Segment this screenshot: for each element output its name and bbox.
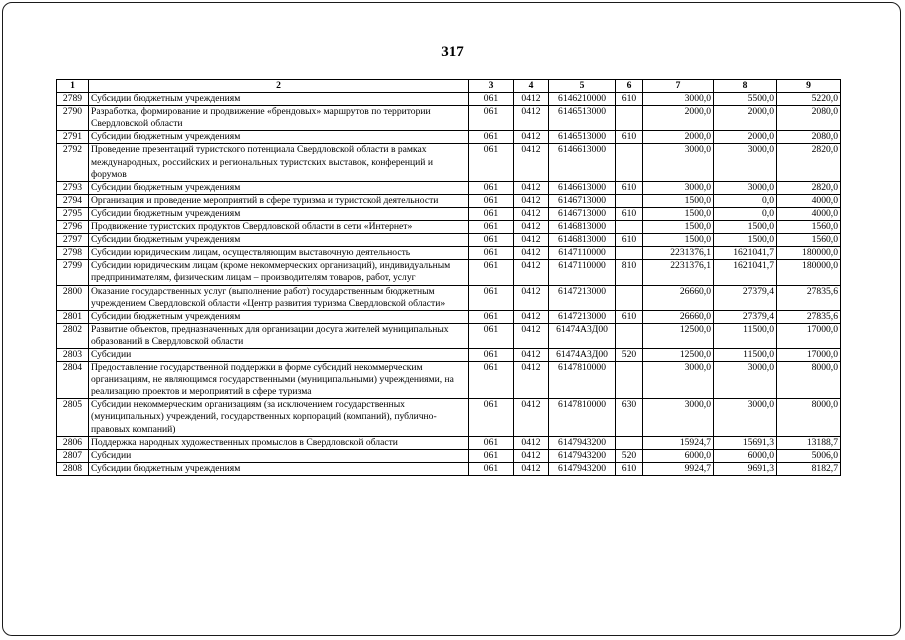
row-amount-col7: 2000,0 [643,131,714,144]
row-admin-code: 061 [469,93,514,106]
row-amount-col7: 3000,0 [643,144,714,181]
row-target-code: 6147943200 [549,449,616,462]
row-admin-code: 061 [469,285,514,310]
row-expense-type [616,362,643,399]
row-section-code: 0412 [514,449,549,462]
row-section-code: 0412 [514,207,549,220]
table-row [57,207,841,220]
row-description: Субсидии бюджетным учреждениям [89,181,469,194]
row-section-code: 0412 [514,221,549,234]
row-amount-col8: 3000,0 [714,399,777,436]
row-amount-col7: 9924,7 [643,462,714,475]
row-amount-col9: 4000,0 [777,207,841,220]
row-expense-type: 610 [616,93,643,106]
row-target-code: 6146713000 [549,207,616,220]
row-amount-col9: 27835,6 [777,310,841,323]
row-section-code: 0412 [514,131,549,144]
row-amount-col8: 2000,0 [714,106,777,131]
row-section-code: 0412 [514,348,549,361]
row-target-code: 61474А3Д00 [549,348,616,361]
table-row [57,194,841,207]
row-amount-col9: 2820,0 [777,144,841,181]
column-header: 6 [616,80,643,93]
row-amount-col7: 1500,0 [643,234,714,247]
row-amount-col8: 5500,0 [714,93,777,106]
row-number: 2807 [57,449,89,462]
row-admin-code: 061 [469,436,514,449]
row-amount-col8: 11500,0 [714,348,777,361]
row-number: 2797 [57,234,89,247]
row-section-code: 0412 [514,310,549,323]
row-number: 2801 [57,310,89,323]
row-amount-col8: 1621041,7 [714,260,777,285]
row-expense-type [616,194,643,207]
row-amount-col7: 1500,0 [643,194,714,207]
row-expense-type: 610 [616,234,643,247]
row-target-code: 6147810000 [549,362,616,399]
row-amount-col9: 8182,7 [777,462,841,475]
column-header: 4 [514,80,549,93]
row-section-code: 0412 [514,93,549,106]
row-description: Субсидии бюджетным учреждениям [89,234,469,247]
row-number: 2793 [57,181,89,194]
row-amount-col9: 1560,0 [777,234,841,247]
row-admin-code: 061 [469,131,514,144]
table-row [57,131,841,144]
row-target-code: 6147213000 [549,285,616,310]
row-target-code: 6146713000 [549,194,616,207]
row-amount-col7: 1500,0 [643,207,714,220]
row-amount-col9: 27835,6 [777,285,841,310]
row-amount-col9: 4000,0 [777,194,841,207]
row-section-code: 0412 [514,144,549,181]
row-amount-col9: 180000,0 [777,260,841,285]
row-admin-code: 061 [469,348,514,361]
row-amount-col8: 9691,3 [714,462,777,475]
row-section-code: 0412 [514,260,549,285]
row-expense-type: 610 [616,462,643,475]
row-amount-col7: 2231376,1 [643,247,714,260]
row-admin-code: 061 [469,449,514,462]
row-number: 2805 [57,399,89,436]
row-section-code: 0412 [514,399,549,436]
table-row [57,436,841,449]
row-section-code: 0412 [514,106,549,131]
row-amount-col9: 5006,0 [777,449,841,462]
row-expense-type [616,436,643,449]
row-amount-col7: 2231376,1 [643,260,714,285]
table-body [57,93,841,476]
row-admin-code: 061 [469,181,514,194]
row-number: 2790 [57,106,89,131]
row-amount-col7: 12500,0 [643,348,714,361]
row-admin-code: 061 [469,399,514,436]
row-expense-type [616,323,643,348]
row-number: 2803 [57,348,89,361]
row-amount-col9: 8000,0 [777,399,841,436]
row-target-code: 6146210000 [549,93,616,106]
row-section-code: 0412 [514,234,549,247]
row-amount-col8: 1621041,7 [714,247,777,260]
column-header: 3 [469,80,514,93]
row-description: Организация и проведение мероприятий в сфере туризма и туристской деятельности [89,194,469,207]
row-description: Субсидии бюджетным учреждениям [89,131,469,144]
row-number: 2806 [57,436,89,449]
row-amount-col8: 15691,3 [714,436,777,449]
row-amount-col9: 17000,0 [777,323,841,348]
table-row [57,323,841,348]
row-expense-type [616,285,643,310]
row-description: Развитие объектов, предназначенных для организации досуга жителей муниципальных образований в Свердловской области [89,323,469,348]
row-number: 2789 [57,93,89,106]
row-amount-col9: 17000,0 [777,348,841,361]
table-row [57,144,841,181]
row-description: Продвижение туристских продуктов Свердловской области в сети «Интернет» [89,221,469,234]
column-header: 9 [777,80,841,93]
row-expense-type: 610 [616,310,643,323]
row-target-code: 61474А3Д00 [549,323,616,348]
row-amount-col8: 0,0 [714,194,777,207]
row-amount-col7: 26660,0 [643,285,714,310]
row-description: Субсидии бюджетным учреждениям [89,93,469,106]
row-expense-type [616,144,643,181]
table-row [57,260,841,285]
row-description: Субсидии некоммерческим организациям (за исключением государственных (муниципальных) учреждений, государственных корпораций (компаний), публично-правовых компаний) [89,399,469,436]
row-admin-code: 061 [469,362,514,399]
row-amount-col8: 2000,0 [714,131,777,144]
row-target-code: 6146813000 [549,221,616,234]
row-section-code: 0412 [514,181,549,194]
table-row [57,181,841,194]
row-number: 2795 [57,207,89,220]
row-target-code: 6146513000 [549,131,616,144]
row-amount-col8: 1500,0 [714,234,777,247]
row-amount-col8: 1500,0 [714,221,777,234]
row-amount-col8: 0,0 [714,207,777,220]
row-amount-col9: 2080,0 [777,106,841,131]
table-row [57,247,841,260]
table-row [57,399,841,436]
row-admin-code: 061 [469,323,514,348]
row-amount-col7: 3000,0 [643,399,714,436]
row-number: 2802 [57,323,89,348]
row-number: 2799 [57,260,89,285]
row-amount-col7: 3000,0 [643,362,714,399]
row-amount-col8: 27379,4 [714,285,777,310]
row-section-code: 0412 [514,194,549,207]
row-admin-code: 061 [469,310,514,323]
row-amount-col7: 12500,0 [643,323,714,348]
row-admin-code: 061 [469,207,514,220]
row-admin-code: 061 [469,234,514,247]
row-amount-col9: 5220,0 [777,93,841,106]
row-admin-code: 061 [469,194,514,207]
row-description: Субсидии [89,449,469,462]
row-amount-col7: 3000,0 [643,93,714,106]
row-admin-code: 061 [469,221,514,234]
row-expense-type: 520 [616,449,643,462]
row-target-code: 6146613000 [549,144,616,181]
row-amount-col7: 26660,0 [643,310,714,323]
row-expense-type: 630 [616,399,643,436]
row-description: Проведение презентаций туристского потенциала Свердловской области в рамках международных, российских и региональных туристских выставок, конференций и форумов [89,144,469,181]
row-section-code: 0412 [514,247,549,260]
column-header: 8 [714,80,777,93]
table-row [57,234,841,247]
row-amount-col8: 3000,0 [714,144,777,181]
row-amount-col8: 3000,0 [714,362,777,399]
row-target-code: 6147943200 [549,436,616,449]
row-admin-code: 061 [469,462,514,475]
row-description: Субсидии юридическим лицам, осуществляющим выставочную деятельность [89,247,469,260]
table-row [57,362,841,399]
row-amount-col9: 2080,0 [777,131,841,144]
row-target-code: 6147810000 [549,399,616,436]
row-description: Разработка, формирование и продвижение «брендовых» маршрутов по территории Свердловской области [89,106,469,131]
row-amount-col8: 3000,0 [714,181,777,194]
row-section-code: 0412 [514,436,549,449]
row-target-code: 6146613000 [549,181,616,194]
row-amount-col9: 2820,0 [777,181,841,194]
row-amount-col7: 6000,0 [643,449,714,462]
row-number: 2800 [57,285,89,310]
table-row [57,285,841,310]
page-number: 317 [441,44,464,60]
row-target-code: 6146813000 [549,234,616,247]
row-admin-code: 061 [469,106,514,131]
table-row [57,221,841,234]
row-amount-col7: 2000,0 [643,106,714,131]
row-target-code: 6146513000 [549,106,616,131]
row-description: Субсидии юридическим лицам (кроме некоммерческих организаций), индивидуальным предпринимателям, физическим лицам – производителям товаров, работ, услуг [89,260,469,285]
row-target-code: 6147110000 [549,247,616,260]
row-expense-type [616,106,643,131]
row-number: 2798 [57,247,89,260]
row-description: Субсидии бюджетным учреждениям [89,207,469,220]
row-amount-col9: 180000,0 [777,247,841,260]
row-number: 2796 [57,221,89,234]
row-section-code: 0412 [514,285,549,310]
row-expense-type [616,221,643,234]
row-expense-type [616,247,643,260]
table-row [57,348,841,361]
row-admin-code: 061 [469,144,514,181]
header-row [57,80,841,93]
table-row [57,106,841,131]
row-admin-code: 061 [469,260,514,285]
row-description: Субсидии бюджетным учреждениям [89,310,469,323]
row-amount-col8: 27379,4 [714,310,777,323]
row-number: 2794 [57,194,89,207]
row-admin-code: 061 [469,247,514,260]
table-row [57,462,841,475]
row-target-code: 6147110000 [549,260,616,285]
row-amount-col8: 6000,0 [714,449,777,462]
row-expense-type: 610 [616,207,643,220]
table-row [57,449,841,462]
row-description: Поддержка народных художественных промыслов в Свердловской области [89,436,469,449]
row-description: Оказание государственных услуг (выполнение работ) государственным бюджетным учреждением Свердловской области «Центр развития туризма Свердловской области» [89,285,469,310]
row-target-code: 6147213000 [549,310,616,323]
column-header: 5 [549,80,616,93]
table-row [57,93,841,106]
row-section-code: 0412 [514,323,549,348]
row-description: Субсидии бюджетным учреждениям [89,462,469,475]
row-number: 2791 [57,131,89,144]
row-number: 2808 [57,462,89,475]
row-amount-col7: 3000,0 [643,181,714,194]
column-header: 7 [643,80,714,93]
row-amount-col7: 15924,7 [643,436,714,449]
row-description: Предоставление государственной поддержки в форме субсидий некоммерческим организациям, не являющимся государственными (муниципальными) учреждениями, на реализацию проектов и мероприятий в сфере туризма [89,362,469,399]
row-amount-col9: 8000,0 [777,362,841,399]
row-section-code: 0412 [514,462,549,475]
row-amount-col8: 11500,0 [714,323,777,348]
row-description: Субсидии [89,348,469,361]
column-header: 1 [57,80,89,93]
row-expense-type: 520 [616,348,643,361]
row-number: 2804 [57,362,89,399]
row-expense-type: 610 [616,131,643,144]
table-row [57,310,841,323]
row-amount-col7: 1500,0 [643,221,714,234]
column-header: 2 [89,80,469,93]
row-number: 2792 [57,144,89,181]
row-section-code: 0412 [514,362,549,399]
budget-table [56,79,841,476]
row-expense-type: 610 [616,181,643,194]
row-expense-type: 810 [616,260,643,285]
row-amount-col9: 13188,7 [777,436,841,449]
row-amount-col9: 1560,0 [777,221,841,234]
row-target-code: 6147943200 [549,462,616,475]
